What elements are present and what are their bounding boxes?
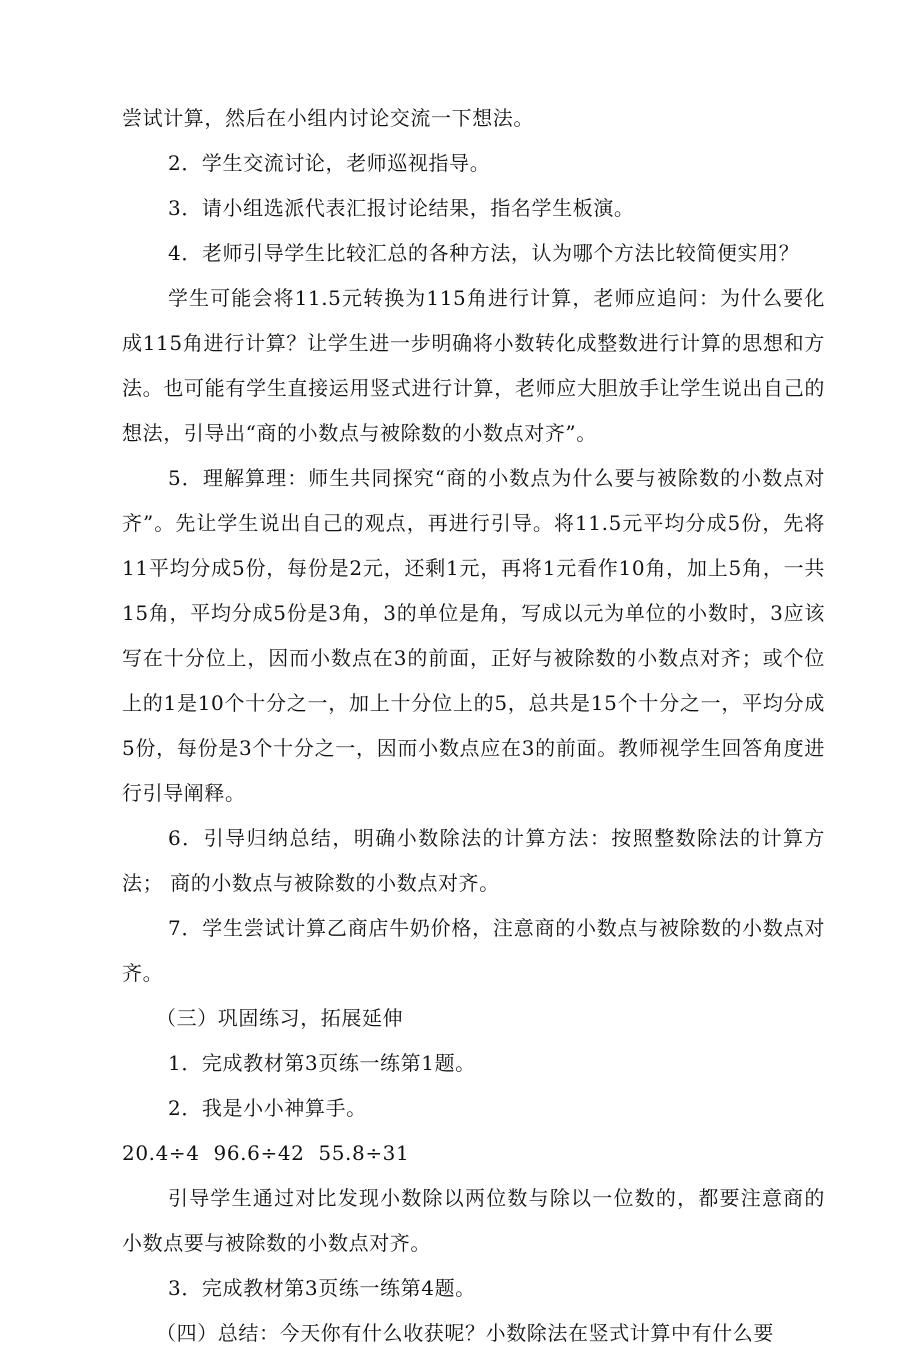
paragraph-try-calculate: 尝试计算，然后在小组内讨论交流一下想法。 <box>122 106 534 130</box>
paragraph-student-methods: 学生可能会将11.5元转换为115角进行计算，老师应追问：为什么要化成115角进行计算？让学生进一步明确将小数转化成整数进行计算的思想和方法。也可能有学生直接运用竖式进行计算，老师应大胆放手让学生说出自己的想法，引导出“商的小数点与被除数的小数点对齐”。 <box>122 286 825 445</box>
paragraph-step-2: 2．学生交流讨论，老师巡视指导。 <box>168 151 491 175</box>
paragraph-compare-guidance: 引导学生通过对比发现小数除以两位数与除以一位数的，都要注意商的小数点要与被除数的小数点对齐。 <box>122 1186 825 1255</box>
paragraph-step-3: 3．请小组选派代表汇报讨论结果，指名学生板演。 <box>168 196 635 220</box>
paragraph-exercise-1: 1．完成教材第3页练一练第1题。 <box>168 1051 476 1075</box>
paragraph-step-6-summary: 6．引导归纳总结，明确小数除法的计算方法：按照整数除法的计算方法； 商的小数点与被除数的小数点对齐。 <box>122 826 825 895</box>
section-heading-summary: （四）总结：今天你有什么收获呢？小数除法在竖式计算中有什么要 <box>156 1321 774 1345</box>
paragraph-division-problems: 20.4÷4 96.6÷42 55.8÷31 <box>122 1141 410 1165</box>
paragraph-exercise-3: 3．完成教材第3页练一练第4题。 <box>168 1276 476 1300</box>
paragraph-step-4: 4．老师引导学生比较汇总的各种方法，认为哪个方法比较简便实用？ <box>168 241 800 265</box>
paragraph-step-7: 7．学生尝试计算乙商店牛奶价格，注意商的小数点与被除数的小数点对齐。 <box>122 916 825 985</box>
section-heading-practice: （三）巩固练习，拓展延伸 <box>156 1006 404 1030</box>
paragraph-exercise-2: 2．我是小小神算手。 <box>168 1096 367 1120</box>
document-body <box>122 96 825 1356</box>
paragraph-step-5-reasoning: 5．理解算理：师生共同探究“商的小数点为什么要与被除数的小数点对齐”。先让学生说出自己的观点，再进行引导。将11.5元平均分成5份，先将11平均分成5份，每份是2元，还剩1元，再将1元看作10角，加上5角，一共15角，平均分成5份是3角，3的单位是角，写成以元为单位的小数时，3应该写在十分位上，因而小数点在3的前面，正好与被除数的小数点对齐；或个位上的1是10个十分之一，加上十分位上的5，总共是15个十分之一，平均分成5份，每份是3个十分之一，因而小数点应在3的前面。教师视学生回答角度进行引导阐释。 <box>122 466 825 805</box>
